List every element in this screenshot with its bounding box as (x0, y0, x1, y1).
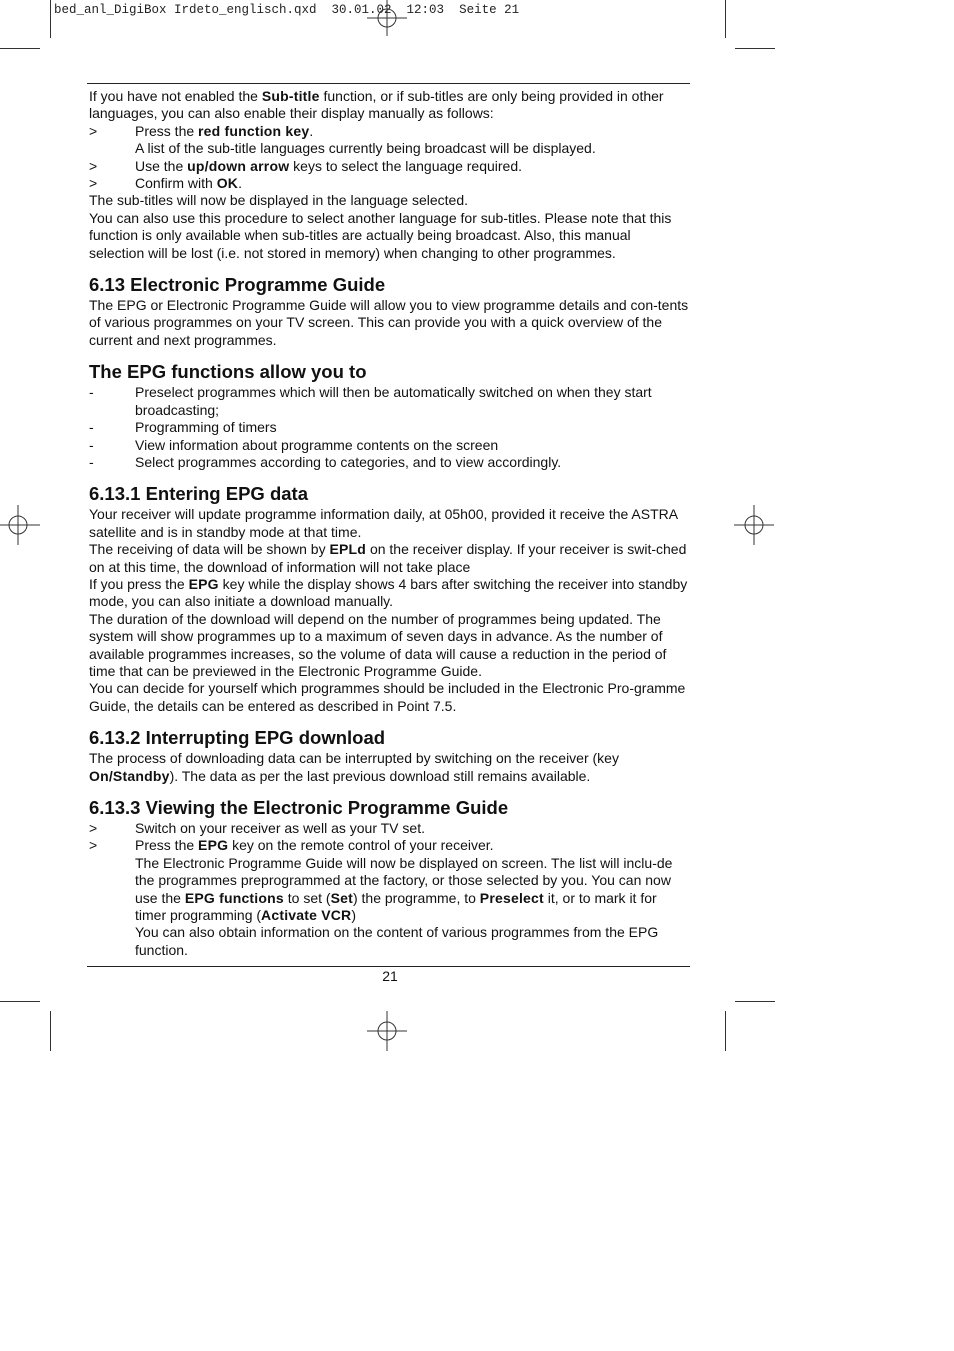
paragraph: The process of downloading data can be interrupted by switching on the receiver (key On/Standby). The data as per the last previous download still remains available. (89, 750, 619, 784)
paragraph: The sub-titles will now be displayed in the language selected. (89, 192, 469, 209)
section-heading: 6.13 Electronic Programme Guide (89, 274, 386, 296)
registration-mark (367, 0, 407, 36)
crop-mark (725, 0, 726, 38)
paragraph: The EPG or Electronic Programme Guide will allow you to view programme details and con-tents of various programmes on your TV screen. This can provide you with a quick overview of the current and next programmes. (89, 297, 689, 348)
keyword: EPG (198, 837, 229, 854)
step-marker: > (89, 122, 98, 139)
keyword: EPG functions (184, 889, 284, 906)
crop-mark (50, 1011, 51, 1051)
list-item: - View information about programme contents on the screen (89, 436, 499, 453)
page-body (89, 88, 689, 959)
section-heading: 6.13.2 Interrupting EPG download (89, 727, 386, 749)
crop-mark (725, 1011, 726, 1051)
list-item: - Preselect programmes which will then be automatically switched on when they start broadcasting; (89, 384, 652, 418)
registration-mark (0, 505, 40, 545)
step-note: A list of the sub-title languages currently being broadcast will be displayed. (135, 140, 596, 157)
step-marker: > (89, 175, 98, 192)
keyword: EPLd (329, 541, 367, 558)
paragraph: If you press the EPG key while the display shows 4 bars after switching the receiver into standby mode, you can also initiate a download manually. (89, 575, 688, 610)
crop-mark (0, 1001, 40, 1002)
keyword: Set (330, 889, 353, 906)
keyword: OK (216, 175, 239, 192)
file-slug: bed_anl_DigiBox Irdeto_englisch.qxd 30.01.02 12:03 Seite 21 (54, 3, 520, 17)
keyword: red function key (198, 122, 310, 139)
crop-mark (0, 48, 40, 49)
step-note: The Electronic Programme Guide will now be displayed on screen. The list will inclu-de the programmes preprogrammed at the factory, or those selected by you. You can now use the EPG functions to set (Set) the programme, to Preselect it, or to mark it for timer programming (Activate VCR) (135, 854, 673, 924)
registration-mark (367, 1011, 407, 1051)
keyword: Sub-title (261, 88, 320, 104)
step-item: > Confirm with OK. (89, 175, 242, 192)
paragraph: The duration of the download will depend on the number of programmes being updated. The system will show programmes up to a maximum of seven days in advance. As the number of available programmes increases, so the volume of data will cause a reduction in the period of time that can be previewed in the Electronic Programme Guide. (89, 610, 667, 679)
keyword: On/Standby (89, 767, 170, 784)
crop-mark (50, 0, 51, 38)
keyword: Activate VCR (261, 907, 352, 924)
keyword: up/down arrow (187, 157, 290, 174)
step-item: > Switch on your receiver as well as your TV set. (89, 820, 425, 836)
step-item: > Use the up/down arrow keys to select the language required. (89, 157, 522, 174)
paragraph: Your receiver will update programme information daily, at 05h00, provided it receive the ASTRA satellite and is in standby mode at that time. (89, 506, 678, 540)
paragraph: You can decide for yourself which programmes should be included in the Electronic Pro-gramme Guide, the details can be entered as described in Point 7.5. (89, 680, 686, 714)
keyword: EPG (188, 575, 219, 592)
paragraph: You can also use this procedure to select another language for sub-titles. Please note that this function is only available when sub-titles are actually being broadcast. Also, this manual selection will be lost (i.e. not stored in memory) when changing to other programmes. (89, 209, 672, 261)
section-heading: 6.13.1 Entering EPG data (89, 483, 308, 505)
crop-mark (735, 48, 775, 49)
step-item: > Press the EPG key on the remote control of your receiver. (89, 837, 494, 854)
step-item: > Press the red function key. (89, 122, 314, 139)
bottom-rule (87, 966, 690, 967)
top-rule (87, 83, 690, 84)
list-item: - Select programmes according to categories, and to view accordingly. (89, 453, 562, 470)
keyword: Preselect (479, 889, 544, 906)
list-item: - Programming of timers (89, 419, 277, 436)
paragraph: The receiving of data will be shown by EPLd on the receiver display. If your receiver is swit-ched on at this time, the download of information will not take place (89, 541, 687, 575)
intro-paragraph: If you have not enabled the Sub-title function, or if sub-titles are only being provided in other languages, you can also enable their display manually as follows: (89, 88, 664, 122)
section-heading: 6.13.3 Viewing the Electronic Programme Guide (89, 797, 509, 818)
step-marker: > (89, 157, 98, 174)
section-heading: The EPG functions allow you to (89, 361, 367, 383)
registration-mark (734, 505, 774, 545)
page-number: 21 (382, 968, 398, 984)
step-note: You can also obtain information on the content of various programmes from the EPG function. (135, 924, 659, 958)
crop-mark (735, 1001, 775, 1002)
